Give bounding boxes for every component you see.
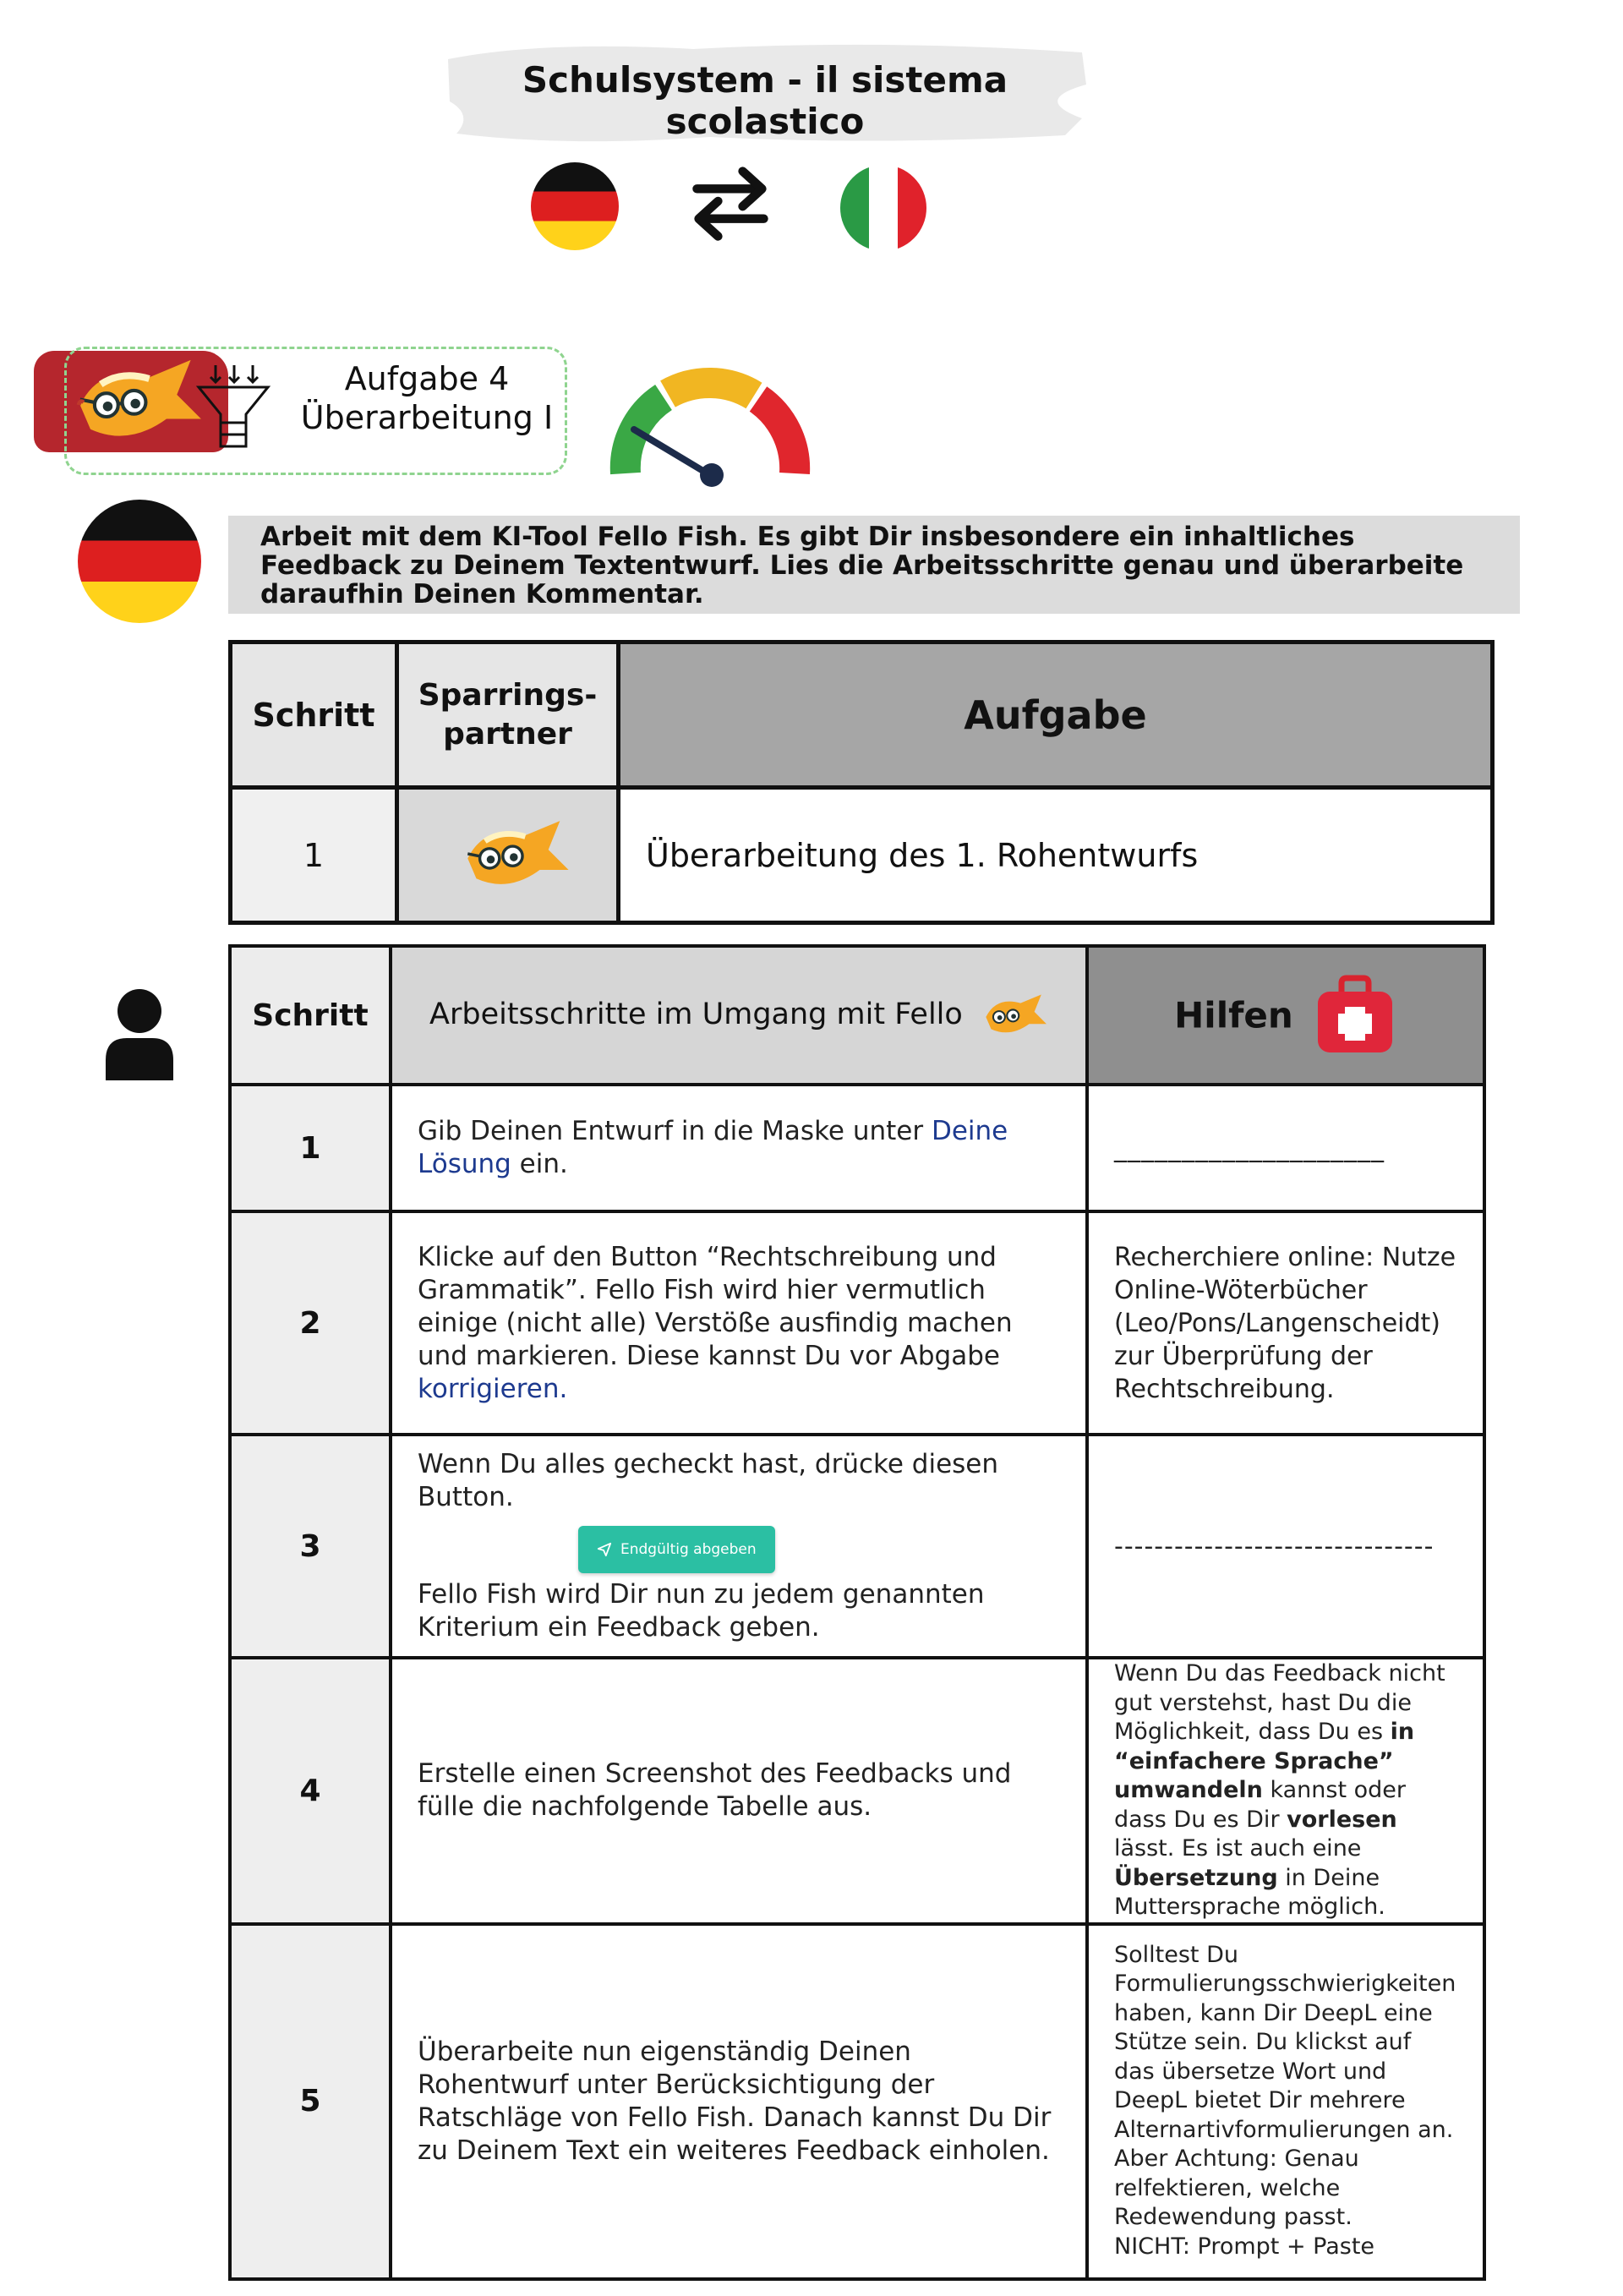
gauge-icon <box>600 347 820 499</box>
work-steps-table <box>228 944 1486 2281</box>
partner-cell <box>397 788 619 923</box>
step-5-help: Solltest Du Formulierungsschwierigkeiten haben, kann Dir DeepL eine Stütze sein. Du klickst auf das übersetze Wort und DeepL bietet Dir mehrere Alternartivformulierungen an. Aber Achtung: Genau relfektieren, welche Redewendung passt. NICHT: Prompt + Paste <box>1087 1924 1484 2279</box>
table-row-step: 4 <box>230 1658 391 1924</box>
fello-fish-icon <box>52 355 205 448</box>
task-overview-table <box>228 640 1495 925</box>
send-icon <box>597 1542 612 1557</box>
submit-final-button[interactable]: Endgültig abgeben <box>578 1526 775 1573</box>
step-3-help: -------------------------------- <box>1087 1435 1484 1658</box>
funnel-icon <box>190 362 275 455</box>
step-4-help: Wenn Du das Feedback nicht gut verstehst, hast Du die Möglichkeit, dass Du es in “einfachere Sprache” umwandeln kannst oder dass Du es Dir vorlesen lässt. Es ist auch eine Übersetzung in Deine Muttersprache möglich. <box>1087 1658 1484 1924</box>
header-task: Aufgabe <box>619 642 1493 788</box>
header-work-steps: Arbeitsschritte im Umgang mit Fello <box>391 946 1087 1085</box>
task-title: Überarbeitung I <box>300 399 554 436</box>
task-label <box>287 359 566 437</box>
person-icon <box>101 987 178 1080</box>
header-partner: Sparrings- partner <box>397 642 619 788</box>
swap-arrows-icon <box>686 159 774 247</box>
task-number: Aufgabe 4 <box>344 360 510 397</box>
header-step: Schritt <box>231 642 397 788</box>
step-1-text: Gib Deinen Entwurf in die Maske unter Deine Lösung ein. <box>391 1085 1087 1211</box>
fello-fish-icon <box>445 813 571 898</box>
page-title: Schulsystem - il sistema scolastico <box>522 59 1008 142</box>
germany-flag-icon <box>78 500 201 623</box>
deine-loesung-link[interactable]: Deine Lösung <box>418 1116 1008 1179</box>
step-2-text: Klicke auf den Button “Rechtschreibung und Grammatik”. Fello Fish wird hier vermutlich einige (nicht alle) Verstöße ausfindig machen und markieren. Diese kannst Du vor Abgabe korrigieren. <box>391 1211 1087 1435</box>
step-4-text: Erstelle einen Screenshot des Feedbacks und fülle die nachfolgende Tabelle aus. <box>391 1658 1087 1924</box>
fello-fish-icon <box>972 990 1048 1041</box>
table-row-step: 5 <box>230 1924 391 2279</box>
germany-flag-icon <box>531 162 619 250</box>
task-cell: Überarbeitung des 1. Rohentwurfs <box>619 788 1493 923</box>
table-row-step: 3 <box>230 1435 391 1658</box>
table-row-step: 1 <box>231 788 397 923</box>
italy-flag-icon <box>840 165 926 251</box>
intro-text: Arbeit mit dem KI-Tool Fello Fish. Es gibt Dir insbesondere ein inhaltliches Feedback zu Deinem Textentwurf. Lies die Arbeitsschritte genau und überarbeite daraufhin Deinen Kommentar. <box>260 522 1464 610</box>
first-aid-kit-icon <box>1313 973 1397 1058</box>
table-row-step: 1 <box>230 1085 391 1211</box>
table-row-step: 2 <box>230 1211 391 1435</box>
header-help: Hilfen <box>1087 946 1484 1085</box>
korrigieren-link[interactable]: korrigieren. <box>418 1373 568 1404</box>
step-5-text: Überarbeite nun eigenständig Deinen Rohentwurf unter Berücksichtigung der Ratschläge von Fello Fish. Danach kannst Du Dir zu Deinem Text ein weiteres Feedback einholen. <box>391 1924 1087 2279</box>
step-3-text: Wenn Du alles gecheckt hast, drücke diesen Button. Endgültig abgeben Fello Fish wird Dir nun zu jedem genannten Kriterium ein Feedback geben. <box>391 1435 1087 1658</box>
step-2-help: Recherchiere online: Nutze Online-Wöterbücher (Leo/Pons/Langenscheidt) zur Überprüfung der Rechtschreibung. <box>1087 1211 1484 1435</box>
header-step: Schritt <box>230 946 391 1085</box>
step-1-help: ____________________ <box>1087 1085 1484 1211</box>
